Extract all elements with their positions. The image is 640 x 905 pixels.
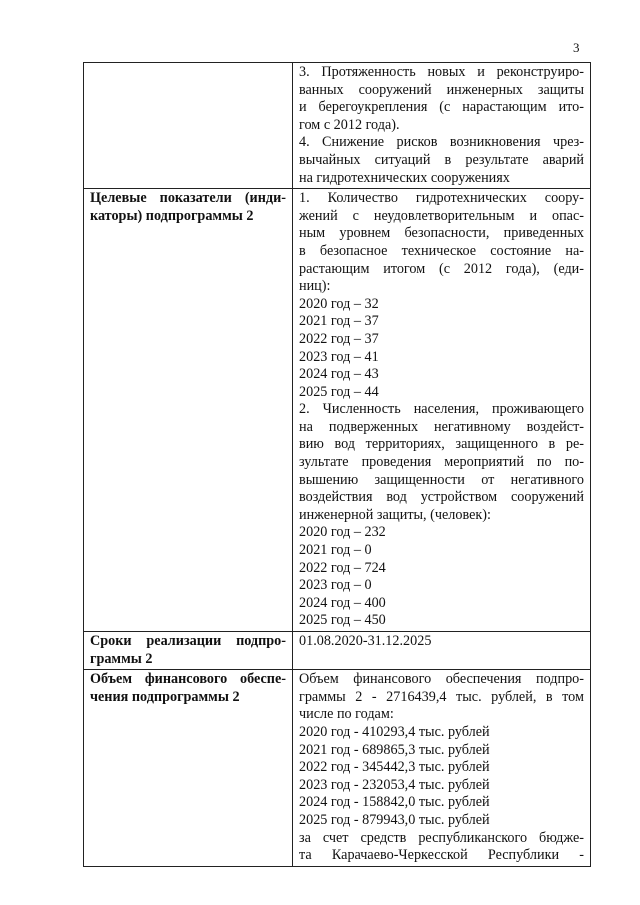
- value-line: 1. Количество гидротехнических соору-: [299, 190, 584, 207]
- label-line: Объем финансового обеспе-: [90, 671, 286, 688]
- row-value-cell: [293, 670, 591, 867]
- label-line: Целевые показатели (инди-: [90, 190, 286, 207]
- value-line: 2020 год – 232: [299, 524, 386, 541]
- passport-table-body: [84, 63, 591, 867]
- passport-table: [83, 62, 591, 867]
- label-line: каторы) подпрограммы 2: [90, 207, 254, 224]
- value-line: 01.08.2020-31.12.2025: [299, 633, 432, 649]
- value-line: 3. Протяженность новых и реконструиро-: [299, 64, 584, 80]
- value-line: 2020 год - 410293,4 тыс. рублей: [299, 723, 490, 740]
- value-line: числе по годам:: [299, 706, 394, 723]
- label-line: граммы 2: [90, 650, 153, 667]
- row-financing-volume: [84, 670, 591, 867]
- value-line: 2021 год - 689865,3 тыс. рублей: [299, 741, 490, 758]
- row-value-cell: [293, 189, 591, 632]
- label-line: чения подпрограммы 2: [90, 688, 240, 705]
- value-line: 2025 год - 879943,0 тыс. рублей: [299, 811, 490, 828]
- value-line: 2021 год – 37: [299, 313, 379, 330]
- value-line: растающим итогом (с 2012 года), (еди-: [299, 260, 584, 277]
- value-line: и берегоукрепления (с нарастающим ито-: [299, 99, 584, 116]
- value-line: на подверженных негативному воздейст-: [299, 418, 584, 435]
- value-line: вычайных ситуаций в результате аварий: [299, 151, 584, 168]
- value-line: 2. Численность населения, проживающего: [299, 401, 584, 418]
- value-line: жений с неудовлетворительным и опас-: [299, 207, 584, 224]
- value-line: зультате проведения мероприятий по по-: [299, 454, 584, 471]
- row-label-cell: [84, 189, 293, 632]
- value-line: на гидротехнических сооружениях: [299, 169, 510, 186]
- value-line: ным уровнем безопасности, приведенных: [299, 225, 584, 242]
- value-line: 2024 год - 158842,0 тыс. рублей: [299, 794, 490, 811]
- value-line: 2025 год – 44: [299, 383, 379, 400]
- value-line: 2024 год – 400: [299, 594, 386, 611]
- value-line: 4. Снижение рисков возникновения чрез-: [299, 134, 584, 151]
- value-line: в безопасное техническое состояние на-: [299, 242, 584, 259]
- row-label-cell: [84, 670, 293, 867]
- row-indicators-continued: [84, 63, 591, 189]
- row-value-cell: [293, 63, 591, 189]
- value-line: ниц):: [299, 278, 331, 295]
- value-line: Объем финансового обеспечения подпро-: [299, 671, 584, 688]
- row-label-cell: [84, 63, 293, 189]
- value-line: воздействия вод устройством сооружений: [299, 489, 584, 506]
- value-line: 2023 год - 232053,4 тыс. рублей: [299, 776, 490, 793]
- value-line: ванных сооружений инженерных защиты: [299, 81, 584, 98]
- value-line: граммы 2 - 2716439,4 тыс. рублей, в том: [299, 688, 584, 705]
- row-label-cell: [84, 632, 293, 670]
- row-value-cell: [293, 632, 591, 670]
- value-line: вию вод территориях, защищенного в ре-: [299, 436, 584, 453]
- value-line: гом с 2012 года).: [299, 116, 400, 133]
- value-line: 2023 год – 0: [299, 577, 372, 594]
- value-line: вышению защищенности от негативного: [299, 471, 584, 488]
- value-line: 2024 год – 43: [299, 366, 379, 383]
- value-line: 2022 год – 724: [299, 559, 386, 576]
- value-line: 2021 год – 0: [299, 542, 372, 559]
- value-line: 2022 год - 345442,3 тыс. рублей: [299, 759, 490, 776]
- label-line: Сроки реализации подпро-: [90, 633, 286, 649]
- value-line: за счет средств республиканского бюдже-: [299, 829, 584, 846]
- value-line: та Карачаево-Черкесской Республики -: [299, 847, 584, 864]
- value-line: 2022 год – 37: [299, 330, 379, 347]
- value-line: 2020 год – 32: [299, 295, 379, 312]
- row-implementation-period: [84, 632, 591, 670]
- value-line: инженерной защиты, (человек):: [299, 506, 491, 523]
- value-line: 2023 год – 41: [299, 348, 379, 365]
- page-number: 3: [573, 40, 580, 55]
- value-line: 2025 год – 450: [299, 612, 386, 629]
- row-target-indicators: [84, 189, 591, 632]
